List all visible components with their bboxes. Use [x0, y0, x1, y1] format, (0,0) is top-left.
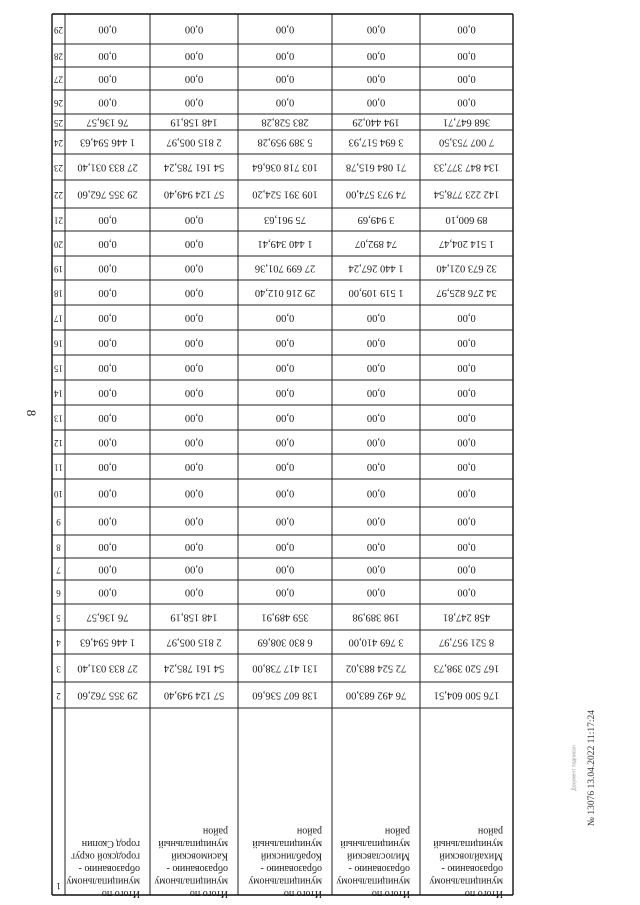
- table-cell-value: 34 276 825,97: [436, 287, 497, 299]
- table-cell-value: 0,00: [457, 337, 476, 349]
- table-cell-value: 27 833 031,40: [77, 662, 138, 674]
- table-cell-value: 0,00: [457, 541, 476, 553]
- column-header-number: 26: [54, 97, 63, 108]
- column-header-number: 19: [54, 263, 63, 274]
- table-cell-value: 0,00: [184, 541, 204, 553]
- row-name-line: город Скопин: [81, 838, 140, 849]
- table-cell-value: 0,00: [184, 487, 204, 499]
- table-cell-value: 0,00: [184, 262, 204, 274]
- table-cell-value: 29 355 762,60: [77, 188, 138, 200]
- row-name-line: муниципальный: [158, 838, 228, 849]
- table-cell-value: 0,00: [457, 50, 476, 62]
- row-name-line: образованию -: [441, 863, 503, 874]
- column-header-number: 27: [54, 74, 63, 85]
- table-cell-value: 0,00: [98, 23, 117, 35]
- table-cell-value: 89 600,10: [445, 214, 488, 226]
- row-name-line: район: [202, 825, 228, 837]
- table-cell-value: 3 694 517,93: [348, 136, 404, 148]
- table-cell-value: 0,00: [457, 515, 476, 527]
- table-cell-value: 0,00: [275, 312, 295, 324]
- table-cell-value: 27 833 031,40: [77, 161, 138, 173]
- table-cell-value: 0,00: [275, 487, 295, 499]
- row-name-line: Итого по: [464, 888, 503, 899]
- table-cell-value: 54 161 785,24: [163, 662, 225, 674]
- table-cell-value: 134 847 377,33: [433, 161, 500, 173]
- column-header-number: 15: [54, 363, 63, 374]
- table-cell-value: 0,00: [184, 461, 204, 473]
- table-cell-value: 138 607 536,60: [252, 689, 318, 701]
- column-header-number: 5: [56, 612, 61, 623]
- table-cell-value: 0,00: [184, 312, 204, 324]
- table-cell-value: 1 440 267,24: [348, 262, 404, 274]
- table-cell-value: 283 528,28: [261, 116, 309, 128]
- column-header-number: 12: [54, 437, 63, 448]
- table-cell-value: 0,00: [457, 96, 476, 108]
- table-cell-value: 0,00: [275, 436, 295, 448]
- row-name-line: Итого по: [101, 888, 140, 899]
- table-cell-value: 1 440 349,41: [257, 238, 313, 250]
- table-cell-value: 0,00: [457, 312, 476, 324]
- registration-stamp: № 13076 13.04.2022 11:17:24: [587, 709, 598, 827]
- column-header-number: 9: [56, 516, 61, 527]
- table-cell-value: 3 769 410,00: [348, 636, 404, 648]
- row-name-line: Итого по: [189, 888, 228, 899]
- row-name-line: образованию -: [166, 863, 228, 874]
- table-cell-value: 0,00: [184, 586, 204, 598]
- table-cell-value: 0,00: [457, 412, 476, 424]
- row-name-line: муниципальный: [433, 838, 503, 849]
- column-header-number: 17: [54, 313, 63, 324]
- table-cell-value: 0,00: [98, 563, 117, 575]
- row-name-line: городской округ: [70, 850, 140, 862]
- column-header-number: 21: [54, 215, 63, 226]
- row-name-line: муниципальному: [336, 875, 410, 887]
- column-header-number: 20: [54, 239, 63, 250]
- table-cell-value: 0,00: [184, 387, 204, 399]
- table-cell-value: 194 440,29: [352, 116, 400, 128]
- table-cell-value: 75 961,63: [264, 214, 306, 226]
- table-cell-value: 458 247,81: [442, 611, 491, 623]
- table-cell-value: 0,00: [275, 337, 295, 349]
- table-cell-value: 0,00: [457, 586, 476, 598]
- column-header-number: 11: [54, 462, 63, 473]
- column-header-number: 18: [54, 288, 63, 299]
- table-cell-value: 8 521 957,97: [438, 636, 495, 648]
- row-name-line: муниципальному: [66, 875, 140, 887]
- row-name-line: образованию -: [260, 863, 322, 874]
- table-cell-value: 0,00: [98, 337, 117, 349]
- page-number: 8: [24, 409, 40, 417]
- table-cell-value: 76 136,57: [86, 611, 129, 623]
- table-cell-value: 71 084 615,78: [345, 161, 407, 173]
- table-cell-value: 6 830 308,69: [257, 636, 313, 648]
- column-header-number: 1: [56, 880, 61, 891]
- table-cell-value: 57 124 949,40: [163, 188, 225, 200]
- table-cell-value: 0,00: [275, 362, 295, 374]
- table-cell-value: 0,00: [184, 214, 204, 226]
- table-cell-value: 0,00: [184, 337, 204, 349]
- column-header-number: 3: [56, 663, 61, 674]
- table-cell-value: 0,00: [98, 287, 117, 299]
- table-cell-value: 74 892,07: [355, 238, 397, 250]
- table-cell-value: 72 524 883,02: [345, 662, 407, 674]
- table-cell-value: 0,00: [275, 50, 295, 62]
- table-cell-value: 148 158,19: [170, 611, 218, 623]
- row-name-line: муниципальному: [429, 875, 503, 887]
- table-cell-value: 1 446 594,63: [79, 636, 136, 648]
- table-cell-value: 0,00: [457, 387, 476, 399]
- table-cell-value: 0,00: [184, 96, 204, 108]
- table-cell-value: 0,00: [366, 586, 386, 598]
- column-header-number: 2: [56, 690, 61, 701]
- table-cell-value: 0,00: [366, 515, 386, 527]
- table-cell-value: 29 355 762,60: [77, 689, 138, 701]
- table-cell-value: 142 223 778,54: [433, 188, 500, 200]
- table-cell-value: 198 389,98: [352, 611, 400, 623]
- table-cell-value: 1 519 109,00: [348, 287, 404, 299]
- table-cell-value: 2 815 005,97: [166, 636, 222, 648]
- column-header-number: 22: [54, 189, 63, 200]
- row-name-line: Кораблинский: [260, 850, 322, 862]
- table-cell-value: 0,00: [366, 362, 386, 374]
- row-name-line: образованию -: [78, 863, 140, 874]
- table-cell-value: 0,00: [275, 96, 295, 108]
- row-name-line: Итого по: [371, 888, 410, 899]
- table-cell-value: 0,00: [98, 541, 117, 553]
- table-cell-value: 0,00: [98, 262, 117, 274]
- column-header-number: 24: [54, 137, 63, 148]
- table-cell-value: 0,00: [98, 362, 117, 374]
- table-cell-value: 0,00: [98, 214, 117, 226]
- table-cell-value: 0,00: [184, 73, 204, 85]
- row-name-line: образованию -: [348, 863, 410, 874]
- table-cell-value: 0,00: [275, 23, 295, 35]
- column-header-number: 7: [56, 564, 61, 575]
- row-name-line: муниципальному: [248, 875, 322, 887]
- table-cell-value: 0,00: [275, 412, 295, 424]
- table-cell-value: 0,00: [275, 541, 295, 553]
- table-cell-value: 176 500 604,51: [433, 689, 500, 701]
- table-cell-value: 0,00: [366, 541, 386, 553]
- table-cell-value: 0,00: [366, 487, 386, 499]
- table-cell-value: 0,00: [457, 23, 476, 35]
- table-cell-value: 0,00: [275, 515, 295, 527]
- table-cell-value: 0,00: [457, 563, 476, 575]
- table-cell-value: 0,00: [457, 73, 476, 85]
- column-header-number: 13: [54, 413, 63, 424]
- table-cell-value: 0,00: [457, 461, 476, 473]
- row-name-line: Итого по: [283, 888, 322, 899]
- table-cell-value: 0,00: [184, 287, 204, 299]
- column-header-number: 6: [56, 587, 61, 598]
- table-cell-value: 0,00: [366, 563, 386, 575]
- table-cell-value: 0,00: [457, 487, 476, 499]
- table-cell-value: 76 136,57: [86, 116, 129, 128]
- table-cell-value: 0,00: [366, 461, 386, 473]
- table-cell-value: 148 158,19: [170, 116, 218, 128]
- table-cell-value: 0,00: [457, 436, 476, 448]
- table-cell-value: 5 389 959,28: [257, 136, 313, 148]
- column-header-number: 28: [54, 51, 63, 62]
- table-cell-value: 27 699 701,36: [254, 262, 316, 274]
- table-cell-value: 1 446 594,63: [79, 136, 136, 148]
- table-cell-value: 57 124 949,40: [163, 689, 225, 701]
- table-cell-value: 167 520 398,73: [433, 662, 500, 674]
- column-header-number: 10: [54, 488, 63, 499]
- table-cell-value: 0,00: [366, 50, 386, 62]
- table-cell-value: 7 007 753,50: [438, 136, 495, 148]
- table-cell-value: 0,00: [98, 436, 117, 448]
- table-cell-value: 0,00: [184, 563, 204, 575]
- row-name-line: муниципальному: [154, 875, 228, 887]
- table-cell-value: 0,00: [184, 23, 204, 35]
- column-header-number: 29: [54, 24, 63, 35]
- column-header-number: 14: [54, 388, 63, 399]
- table-cell-value: 0,00: [98, 412, 117, 424]
- row-name-line: муниципальный: [252, 838, 322, 849]
- table-cell-value: 0,00: [98, 238, 117, 250]
- table-cell-value: 76 492 683,00: [345, 689, 407, 701]
- table-cell-value: 0,00: [184, 362, 204, 374]
- table-cell-value: 54 161 785,24: [163, 161, 225, 173]
- table-cell-value: 0,00: [366, 23, 386, 35]
- table-cell-value: 0,00: [98, 387, 117, 399]
- table-cell-value: 0,00: [98, 487, 117, 499]
- table-cell-value: 0,00: [184, 412, 204, 424]
- table-cell-value: 0,00: [184, 50, 204, 62]
- table-cell-value: 0,00: [366, 73, 386, 85]
- table-cell-value: 0,00: [275, 563, 295, 575]
- row-name-line: Касимовский: [171, 850, 228, 862]
- column-header-number: 23: [54, 162, 63, 173]
- table-cell-value: 0,00: [98, 461, 117, 473]
- table-cell-value: 3 949,69: [357, 214, 395, 226]
- row-name-line: Михайловский: [439, 850, 503, 862]
- table-cell-value: 0,00: [98, 73, 117, 85]
- table-cell-value: 32 673 021,40: [436, 262, 497, 274]
- row-name-line: район: [384, 825, 410, 837]
- table-cell-value: 1 514 204,47: [438, 238, 495, 250]
- table-cell-value: 103 718 036,64: [252, 161, 318, 173]
- column-header-number: 16: [54, 338, 63, 349]
- table-cell-value: 0,00: [98, 96, 117, 108]
- row-name-line: район: [296, 825, 322, 837]
- table-cell-value: 0,00: [275, 461, 295, 473]
- table-cell-value: 74 973 574,00: [345, 188, 407, 200]
- table-cell-value: 0,00: [98, 515, 117, 527]
- table-cell-value: 0,00: [366, 312, 386, 324]
- table-cell-value: 0,00: [98, 50, 117, 62]
- row-name-line: Милославский: [346, 850, 410, 862]
- table-cell-value: 109 391 524,20: [252, 188, 318, 200]
- row-name-line: район: [477, 825, 503, 837]
- table-cell-value: 0,00: [457, 362, 476, 374]
- row-name-line: муниципальный: [340, 838, 410, 849]
- table-cell-value: 2 815 005,97: [166, 136, 222, 148]
- column-header-number: 4: [56, 637, 61, 648]
- faint-signature-mark: Документ подписан: [571, 745, 578, 791]
- table-cell-value: 29 216 012,40: [254, 287, 316, 299]
- table-cell-value: 0,00: [366, 337, 386, 349]
- table-cell-value: 368 647,71: [442, 116, 491, 128]
- table-cell-value: 0,00: [98, 586, 117, 598]
- table-cell-value: 0,00: [275, 387, 295, 399]
- table-cell-value: 0,00: [184, 436, 204, 448]
- table-cell-value: 0,00: [275, 73, 295, 85]
- table-cell-value: 0,00: [366, 96, 386, 108]
- column-header-number: 8: [56, 542, 61, 553]
- table-cell-value: 359 489,91: [261, 611, 309, 623]
- table-cell-value: 0,00: [366, 436, 386, 448]
- table-cell-value: 131 417 738,00: [252, 662, 318, 674]
- table-cell-value: 0,00: [98, 312, 117, 324]
- column-header-number: 25: [54, 117, 63, 128]
- table-cell-value: 0,00: [275, 586, 295, 598]
- table-cell-value: 0,00: [184, 238, 204, 250]
- table-cell-value: 0,00: [366, 412, 386, 424]
- table-cell-value: 0,00: [366, 387, 386, 399]
- table-cell-value: 0,00: [184, 515, 204, 527]
